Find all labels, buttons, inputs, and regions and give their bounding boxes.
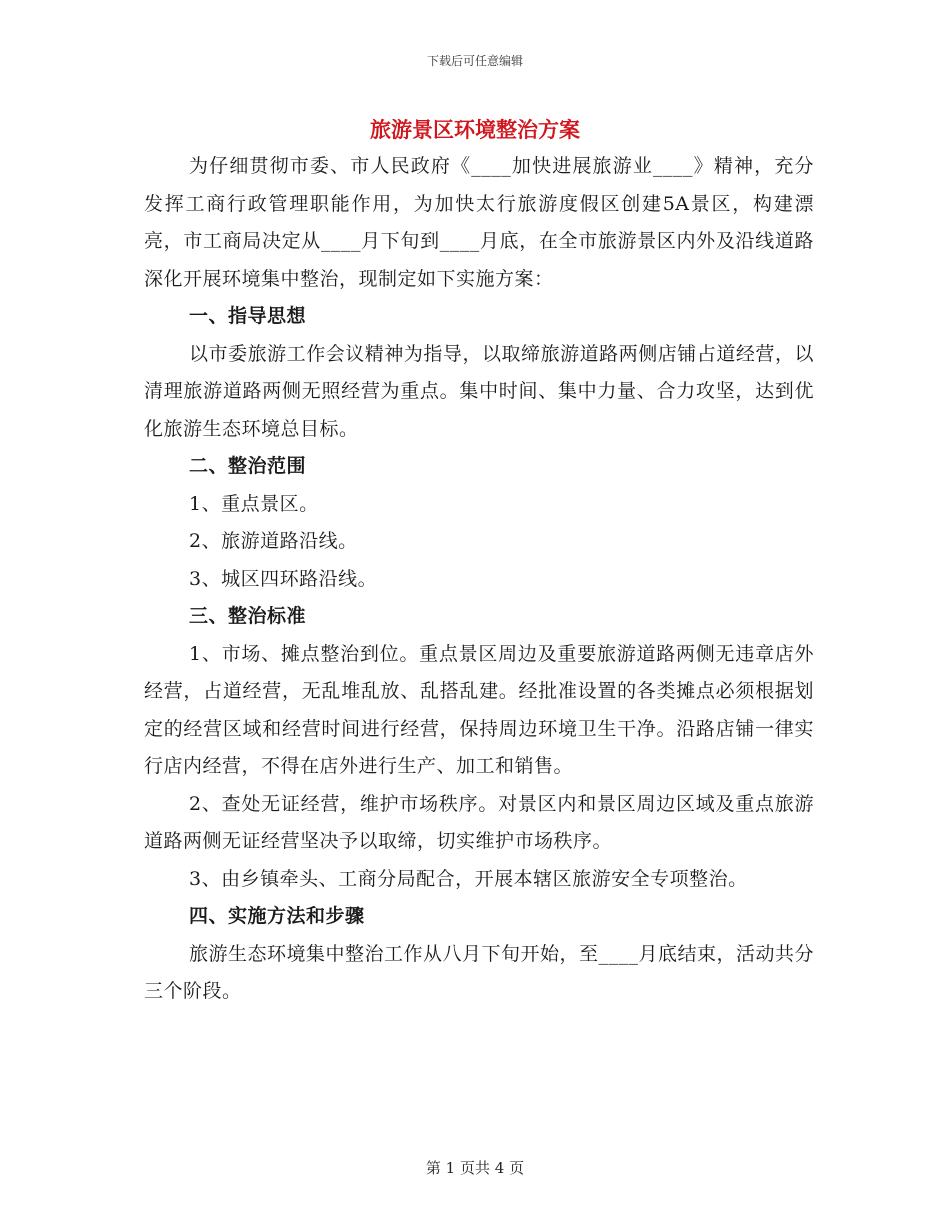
header-note: 下载后可任意编辑: [426, 54, 523, 68]
standards-item: 1、市场、摊点整治到位。重点景区周边及重要旅游道路两侧无违章店外经营，占道经营，无乱堆乱放、乱搭乱建。经批准设置的各类摊点必须根据划定的经营区域和经营时间进行经营，保持周边环境卫生干净。沿路店铺一律实行店内经营，不得在店外进行生产、加工和销售。: [144, 642, 814, 777]
standards-item: 2、查处无证经营，维护市场秩序。对景区内和景区周边区域及重点旅游道路两侧无证经营坚决予以取缔，切实维护市场秩序。: [144, 792, 814, 852]
standards-item: 3、由乡镇牵头、工商分局配合，开展本辖区旅游安全专项整治。: [189, 867, 748, 890]
section-heading-scope: 二、整治范围: [189, 455, 307, 477]
section-heading-methods: 四、实施方法和步骤: [189, 905, 365, 927]
section-heading-standards: 三、整治标准: [189, 605, 307, 627]
methods-paragraph: 旅游生态环境集中整治工作从八月下旬开始，至____月底结束，活动共分三个阶段。: [144, 942, 815, 1002]
document-title: 旅游景区环境整治方案: [370, 117, 580, 142]
document-body: [144, 148, 814, 1011]
scope-item: 3、城区四环路沿线。: [189, 567, 378, 590]
scope-item: 1、重点景区。: [189, 492, 319, 515]
scope-item: 2、旅游道路沿线。: [189, 530, 358, 552]
guiding-ideology-paragraph: 以市委旅游工作会议精神为指导，以取缔旅游道路两侧店铺占道经营，以清理旅游道路两侧无照经营为重点。集中时间、集中力量、合力攻坚，达到优化旅游生态环境总目标。: [144, 342, 814, 440]
page-footer: 第 1 页共 4 页: [425, 1159, 525, 1177]
intro-paragraph: 为仔细贯彻市委、市人民政府《____加快进展旅游业____》精神，充分发挥工商行政管理职能作用，为加快太行旅游度假区创建5A景区，构建漂亮，市工商局决定从____月下旬到____月底，在全市旅游景区内外及沿线道路深化开展环境集中整治，现制定如下实施方案：: [144, 155, 814, 290]
section-heading-guiding-ideology: 一、指导思想: [189, 305, 307, 327]
